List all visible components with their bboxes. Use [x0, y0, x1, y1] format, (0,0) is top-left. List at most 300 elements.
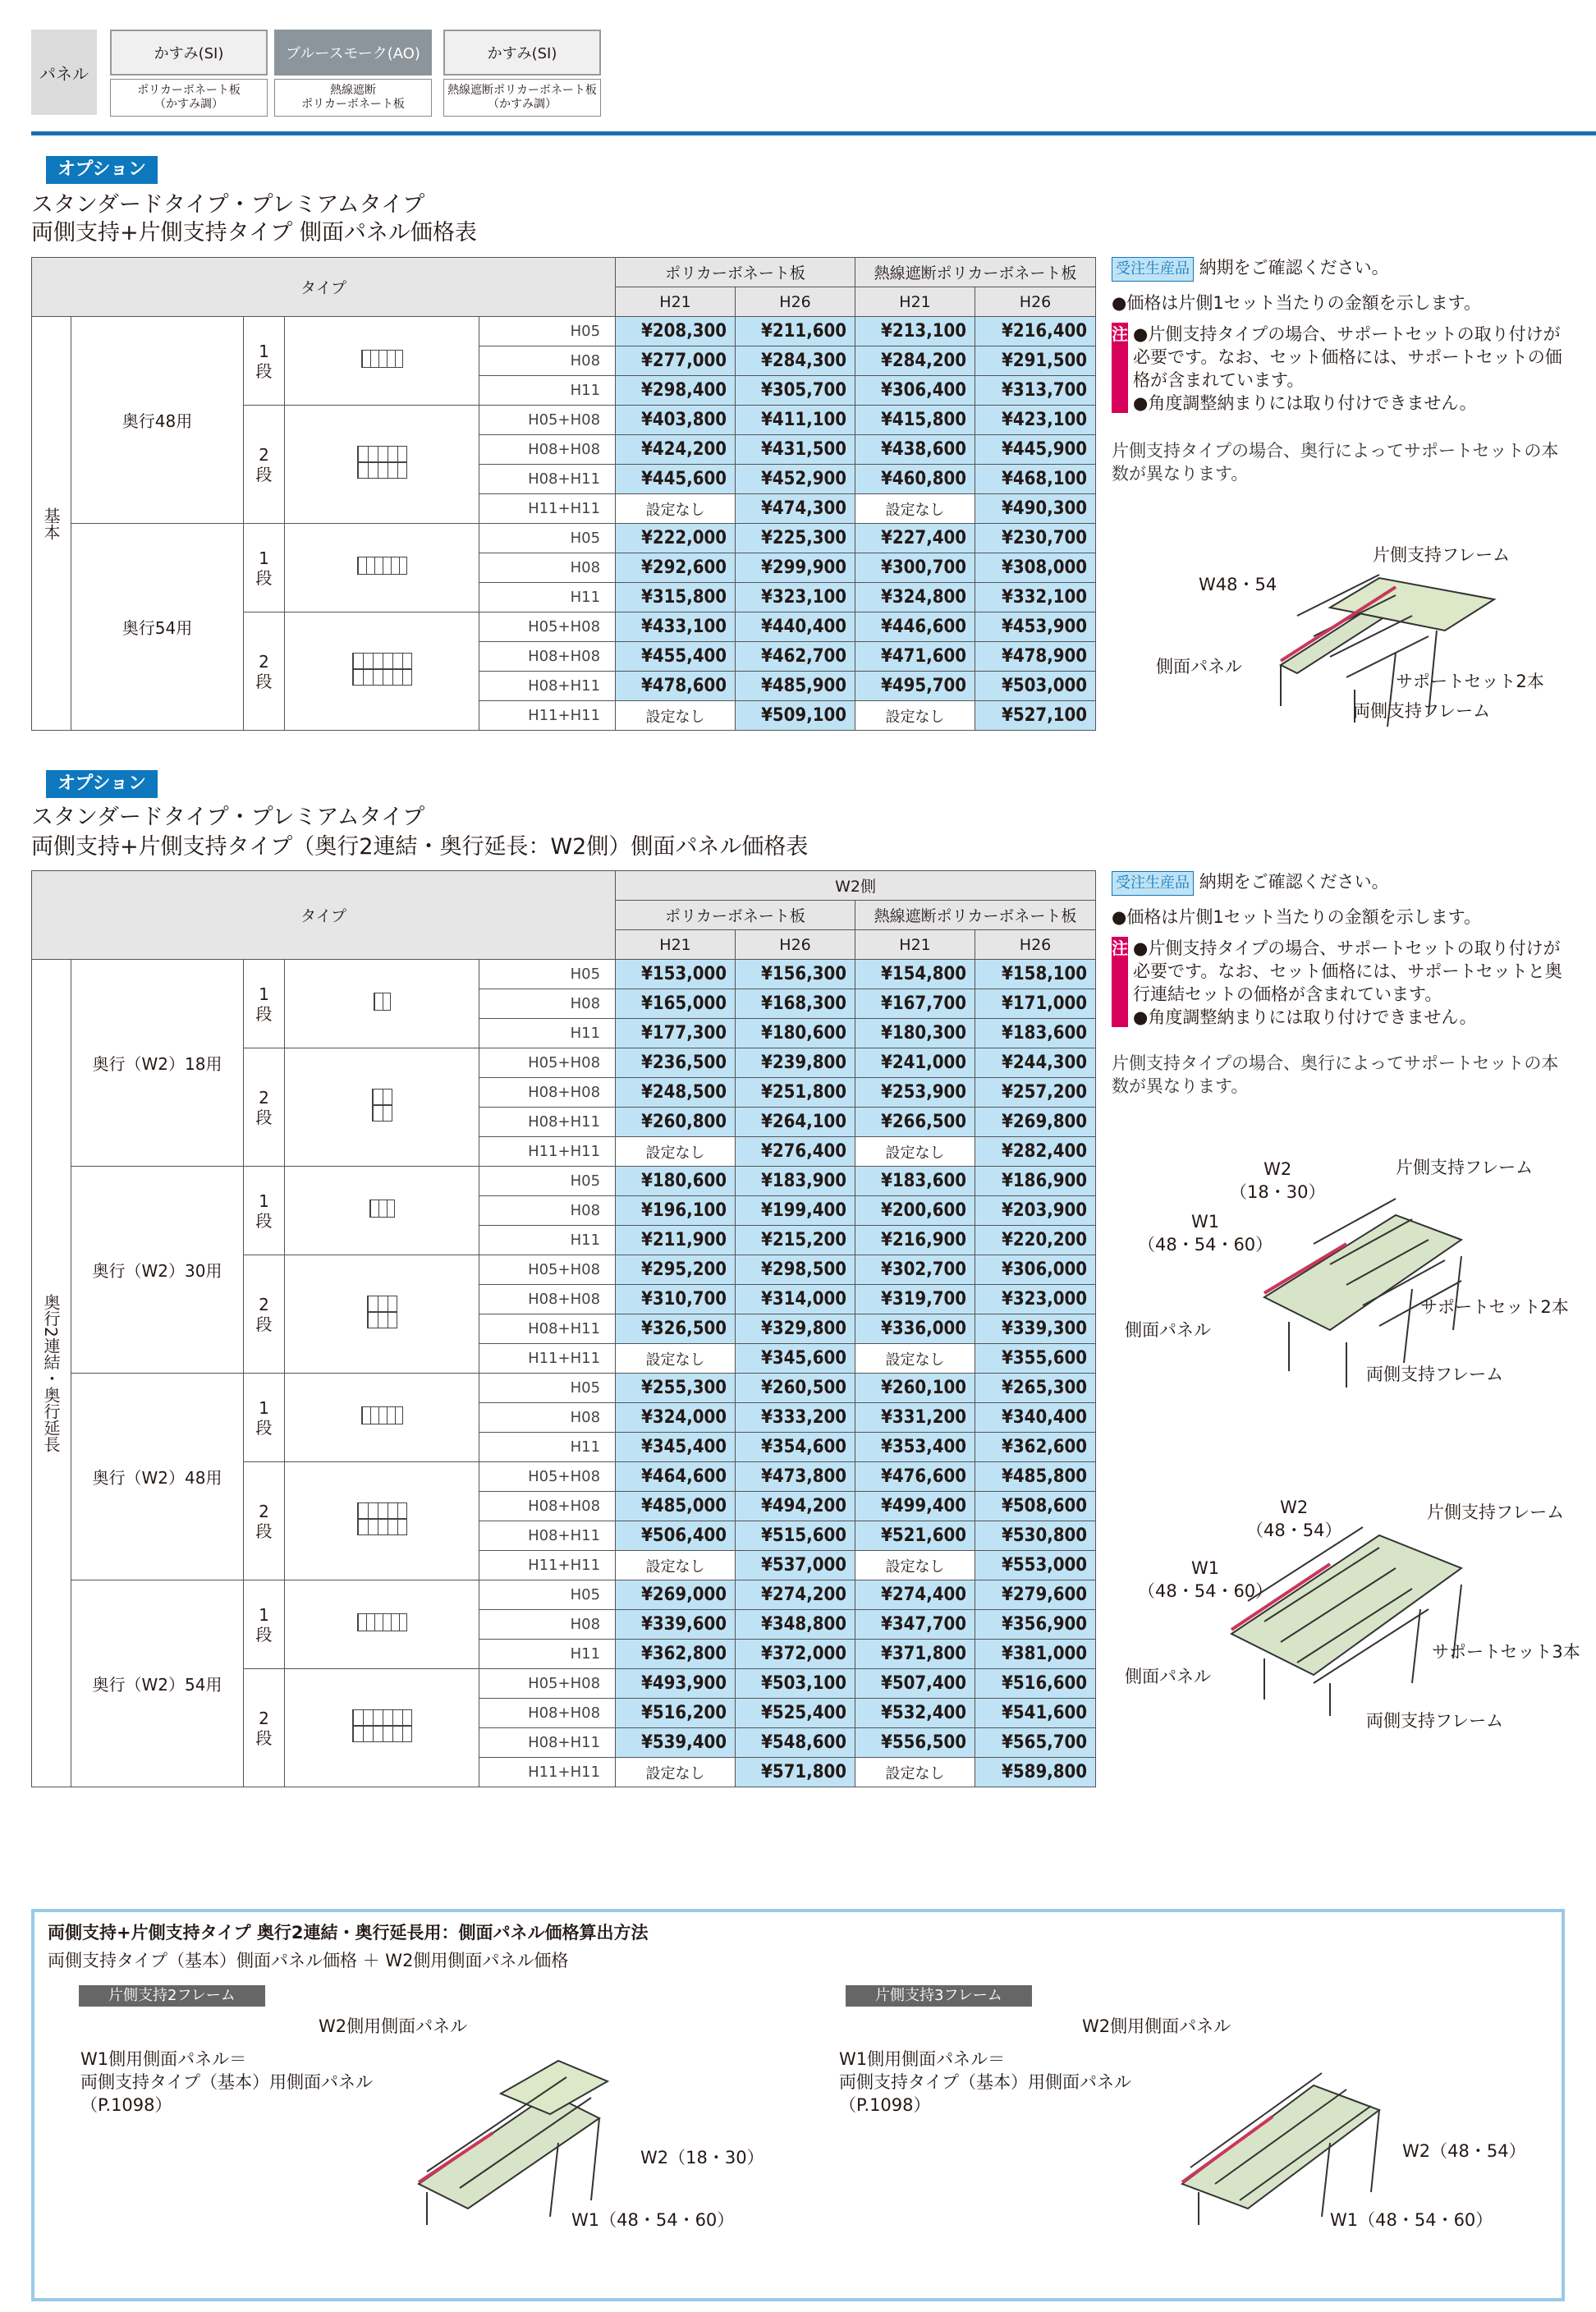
section-title: スタンダードタイプ・プレミアムタイプ: [31, 192, 425, 218]
price-cell: ¥532,400: [855, 1699, 975, 1728]
price-cell: ¥274,200: [736, 1580, 855, 1610]
panel-grid-icon: [367, 1296, 397, 1328]
price-cell: ¥371,800: [855, 1640, 975, 1669]
calc-formula: 両側支持タイプ（基本）側面パネル価格 ＋ W2側用側面パネル価格: [48, 1951, 569, 1970]
price-cell: ¥326,500: [616, 1314, 736, 1344]
price-cell: 設定なし: [855, 1551, 975, 1580]
price-cell: ¥530,800: [975, 1521, 1096, 1551]
carport-diagram-2: [1149, 1166, 1576, 1404]
note-text: ●片側支持タイプの場合、サポートセットの取り付けが必要です。なお、セット価格には、サポートセットと奥行連結セットの価格が含まれています。: [1133, 938, 1562, 1004]
height-cell: H08+H11: [479, 1314, 616, 1344]
note-text: 納期をご確認ください。: [1199, 258, 1389, 278]
price-cell: ¥507,400: [855, 1669, 975, 1699]
height-cell: H05: [479, 524, 616, 553]
height-cell: H11+H11: [479, 1551, 616, 1580]
height-cell: H05+H08: [479, 1255, 616, 1285]
panel-swatch: ブルースモーク(AO): [274, 30, 432, 76]
height-cell: H05: [479, 1167, 616, 1196]
price-cell: ¥468,100: [975, 465, 1096, 494]
price-cell: ¥213,100: [855, 317, 975, 346]
material-header: 熱線遮断ポリカーボネート板: [855, 258, 1096, 287]
tier-label: 1 段: [244, 524, 285, 612]
price-cell: ¥516,200: [616, 1699, 736, 1728]
price-cell: ¥354,600: [736, 1433, 855, 1462]
height-cell: H08+H08: [479, 642, 616, 672]
price-cell: 設定なし: [616, 1551, 736, 1580]
price-cell: ¥236,500: [616, 1048, 736, 1078]
depth-label: 奥行54用: [71, 524, 244, 731]
panel-grid-icon: [357, 1502, 407, 1535]
price-cell: ¥265,300: [975, 1374, 1096, 1403]
frame-bar: 片側支持2フレーム: [79, 1985, 265, 2007]
price-cell: ¥452,900: [736, 465, 855, 494]
price-cell: ¥332,100: [975, 583, 1096, 612]
height-cell: H08+H08: [479, 435, 616, 465]
price-cell: ¥509,100: [736, 701, 855, 731]
frame-bar: 片側支持3フレーム: [846, 1985, 1032, 2007]
price-cell: ¥515,600: [736, 1521, 855, 1551]
price-cell: ¥180,600: [616, 1167, 736, 1196]
height-cell: H11: [479, 1226, 616, 1255]
price-cell: ¥553,000: [975, 1551, 1096, 1580]
height-header: H21: [616, 287, 736, 317]
price-cell: ¥216,400: [975, 317, 1096, 346]
price-cell: ¥478,600: [616, 672, 736, 701]
height-header: H21: [855, 930, 975, 960]
price-cell: ¥279,600: [975, 1580, 1096, 1610]
w1-panel-label: 両側支持タイプ（基本）用側面パネル: [839, 2072, 1131, 2092]
section-subtitle: 両側支持+片側支持タイプ（奥行2連結・奥行延長：W2側）側面パネル価格表: [31, 834, 809, 860]
price-cell: ¥230,700: [975, 524, 1096, 553]
depth-label: 奥行48用: [71, 317, 244, 524]
panel-diagram: [285, 1580, 479, 1669]
height-cell: H11+H11: [479, 1137, 616, 1167]
price-cell: ¥292,600: [616, 553, 736, 583]
price-cell: ¥177,300: [616, 1019, 736, 1048]
type-header: タイプ: [32, 258, 616, 317]
frame-label: 片側支持フレーム: [1427, 1502, 1565, 1522]
price-cell: ¥324,000: [616, 1403, 736, 1433]
height-cell: H08+H08: [479, 1078, 616, 1108]
side-label: 奥行2連結・奥行延長: [32, 960, 71, 1787]
section-subtitle: 両側支持+片側支持タイプ 側面パネル価格表: [31, 220, 477, 245]
price-cell: ¥460,800: [855, 465, 975, 494]
price-cell: ¥494,200: [736, 1492, 855, 1521]
price-cell: ¥248,500: [616, 1078, 736, 1108]
note-text: 納期をご確認ください。: [1199, 872, 1389, 892]
price-cell: ¥241,000: [855, 1048, 975, 1078]
w2-panel-label: W2側用側面パネル: [319, 2016, 468, 2036]
page-ref: （P.1098）: [839, 2095, 931, 2115]
height-cell: H08: [479, 1610, 616, 1640]
height-cell: H05: [479, 960, 616, 989]
panel-swatch: かすみ(SI): [110, 30, 268, 76]
height-cell: H05+H08: [479, 1669, 616, 1699]
price-cell: ¥339,300: [975, 1314, 1096, 1344]
material-header: 熱線遮断ポリカーボネート板: [855, 901, 1096, 930]
depth-label: 奥行（W2）18用: [71, 960, 244, 1167]
price-cell: ¥211,600: [736, 317, 855, 346]
height-cell: H08: [479, 989, 616, 1019]
price-cell: ¥260,500: [736, 1374, 855, 1403]
frame-label: 片側支持フレーム: [1373, 545, 1511, 565]
material-header: ポリカーボネート板: [616, 901, 855, 930]
height-header: H21: [616, 930, 736, 960]
type-header: タイプ: [32, 871, 616, 960]
price-cell: ¥300,700: [855, 553, 975, 583]
price-cell: ¥411,100: [736, 406, 855, 435]
price-cell: 設定なし: [855, 1137, 975, 1167]
price-cell: ¥485,800: [975, 1462, 1096, 1492]
panel-grid-icon: [352, 1709, 412, 1742]
price-cell: 設定なし: [855, 1758, 975, 1787]
height-cell: H08+H11: [479, 1108, 616, 1137]
height-cell: H11: [479, 583, 616, 612]
panel-grid-icon: [372, 1089, 392, 1122]
price-cell: ¥239,800: [736, 1048, 855, 1078]
tier-label: 1 段: [244, 317, 285, 406]
support-label: サポートセット3本: [1432, 1642, 1580, 1662]
dim-w1: W1 （48・54・60）: [1138, 1212, 1273, 1255]
price-cell: ¥208,300: [616, 317, 736, 346]
price-cell: ¥266,500: [855, 1108, 975, 1137]
price-cell: ¥345,400: [616, 1433, 736, 1462]
material-header: ポリカーボネート板: [616, 258, 855, 287]
table-row: [32, 524, 1096, 553]
price-cell: ¥255,300: [616, 1374, 736, 1403]
price-cell: 設定なし: [855, 1344, 975, 1374]
price-cell: ¥356,900: [975, 1610, 1096, 1640]
price-cell: ¥493,900: [616, 1669, 736, 1699]
price-cell: ¥260,100: [855, 1374, 975, 1403]
price-cell: ¥253,900: [855, 1078, 975, 1108]
note-text: 片側支持タイプの場合、奥行によってサポートセットの本数が異なります。: [1112, 1053, 1559, 1096]
price-cell: ¥158,100: [975, 960, 1096, 989]
price-cell: ¥244,300: [975, 1048, 1096, 1078]
table-row: [32, 1580, 1096, 1610]
price-cell: ¥503,000: [975, 672, 1096, 701]
panel-grid-icon: [369, 1200, 395, 1218]
price-cell: ¥503,100: [736, 1669, 855, 1699]
panel-diagram: [285, 1167, 479, 1255]
price-cell: ¥478,900: [975, 642, 1096, 672]
height-cell: H05: [479, 1374, 616, 1403]
support-label: サポートセット2本: [1396, 672, 1544, 691]
price-cell: ¥485,900: [736, 672, 855, 701]
dim-w2: W2（18・30）: [640, 2148, 764, 2168]
price-cell: ¥362,600: [975, 1433, 1096, 1462]
price-cell: ¥220,200: [975, 1226, 1096, 1255]
side-label: 基本: [32, 317, 71, 731]
panel-diagram: [285, 406, 479, 524]
price-cell: ¥541,600: [975, 1699, 1096, 1728]
tier-label: 2 段: [244, 1255, 285, 1374]
price-cell: ¥556,500: [855, 1728, 975, 1758]
price-cell: ¥565,700: [975, 1728, 1096, 1758]
price-cell: ¥508,600: [975, 1492, 1096, 1521]
panel-grid-icon: [352, 653, 412, 686]
tier-label: 2 段: [244, 406, 285, 524]
price-cell: ¥516,600: [975, 1669, 1096, 1699]
table-row: [32, 1374, 1096, 1403]
price-cell: ¥305,700: [736, 376, 855, 406]
caution-mark: 注: [1112, 937, 1128, 1027]
support-label: サポートセット2本: [1420, 1297, 1569, 1317]
panel-diagram: [285, 1374, 479, 1462]
dim-w1: W1（48・54・60）: [1330, 2210, 1493, 2230]
carport-diagram-3: [1149, 1494, 1576, 1732]
panel-grid-icon: [361, 1406, 403, 1424]
price-cell: ¥282,400: [975, 1137, 1096, 1167]
price-cell: ¥165,000: [616, 989, 736, 1019]
price-cell: ¥403,800: [616, 406, 736, 435]
height-cell: H05: [479, 317, 616, 346]
price-cell: ¥299,900: [736, 553, 855, 583]
price-cell: ¥347,700: [855, 1610, 975, 1640]
price-cell: ¥424,200: [616, 435, 736, 465]
price-cell: ¥269,000: [616, 1580, 736, 1610]
tier-label: 1 段: [244, 960, 285, 1048]
height-header: H26: [736, 930, 855, 960]
price-cell: ¥485,000: [616, 1492, 736, 1521]
price-cell: ¥196,100: [616, 1196, 736, 1226]
price-cell: 設定なし: [616, 1137, 736, 1167]
price-cell: ¥490,300: [975, 494, 1096, 524]
table-row: [32, 317, 1096, 346]
price-cell: ¥186,900: [975, 1167, 1096, 1196]
w1-panel-label: W1側用側面パネル＝: [80, 2049, 247, 2069]
w2-panel-label: W2側用側面パネル: [1082, 2016, 1231, 2036]
price-cell: ¥308,000: [975, 553, 1096, 583]
option-badge: オプション: [46, 156, 158, 184]
price-cell: ¥525,400: [736, 1699, 855, 1728]
w1-panel-label: W1側用側面パネル＝: [839, 2049, 1006, 2069]
height-cell: H08+H08: [479, 1285, 616, 1314]
frame-label: 両側支持フレーム: [1366, 1365, 1504, 1384]
panel-diagram: [285, 524, 479, 612]
price-cell: ¥445,600: [616, 465, 736, 494]
height-cell: H08: [479, 1403, 616, 1433]
calc-diagram-left: [394, 2036, 755, 2225]
price-cell: ¥284,300: [736, 346, 855, 376]
tier-label: 1 段: [244, 1580, 285, 1669]
price-cell: 設定なし: [616, 701, 736, 731]
depth-label: 奥行（W2）48用: [71, 1374, 244, 1580]
price-cell: ¥331,200: [855, 1403, 975, 1433]
price-cell: ¥306,000: [975, 1255, 1096, 1285]
price-cell: 設定なし: [855, 494, 975, 524]
price-cell: ¥446,600: [855, 612, 975, 642]
tier-label: 1 段: [244, 1167, 285, 1255]
height-header: H26: [975, 287, 1096, 317]
price-cell: ¥324,800: [855, 583, 975, 612]
note-text: ●角度調整納まりには取り付けできません。: [1133, 1007, 1477, 1027]
price-cell: ¥539,400: [616, 1728, 736, 1758]
price-cell: ¥310,700: [616, 1285, 736, 1314]
dim-w2: W2（48・54）: [1402, 2141, 1526, 2161]
price-cell: ¥445,900: [975, 435, 1096, 465]
price-cell: 設定なし: [855, 701, 975, 731]
panel-diagram: [285, 317, 479, 406]
price-cell: ¥323,000: [975, 1285, 1096, 1314]
height-cell: H08+H11: [479, 1728, 616, 1758]
price-cell: ¥323,100: [736, 583, 855, 612]
panel-diagram: [285, 1462, 479, 1580]
height-cell: H05: [479, 1580, 616, 1610]
price-cell: ¥455,400: [616, 642, 736, 672]
price-cell: ¥168,300: [736, 989, 855, 1019]
price-cell: ¥589,800: [975, 1758, 1096, 1787]
divider: [31, 131, 1596, 135]
dim-w2: W2 （48・54）: [1246, 1498, 1342, 1540]
price-cell: ¥171,000: [975, 989, 1096, 1019]
panel-grid-icon: [357, 1613, 407, 1631]
price-cell: ¥167,700: [855, 989, 975, 1019]
price-cell: ¥372,000: [736, 1640, 855, 1669]
dim-w: W48・54: [1199, 575, 1277, 594]
price-cell: ¥298,500: [736, 1255, 855, 1285]
panel-col-1: [110, 30, 268, 117]
price-cell: ¥298,400: [616, 376, 736, 406]
price-cell: ¥274,400: [855, 1580, 975, 1610]
panel-grid-icon: [374, 993, 391, 1011]
price-cell: ¥200,600: [855, 1196, 975, 1226]
height-header: H26: [736, 287, 855, 317]
table-row: [32, 1167, 1096, 1196]
height-cell: H11: [479, 1019, 616, 1048]
height-cell: H11+H11: [479, 1344, 616, 1374]
price-cell: ¥227,400: [855, 524, 975, 553]
height-cell: H08+H11: [479, 672, 616, 701]
price-cell: ¥199,400: [736, 1196, 855, 1226]
frame-label: 両側支持フレーム: [1366, 1711, 1504, 1731]
panel-label: 側面パネル: [1125, 1667, 1211, 1686]
tier-label: 2 段: [244, 1669, 285, 1787]
height-cell: H11+H11: [479, 701, 616, 731]
height-cell: H11: [479, 1640, 616, 1669]
price-cell: ¥251,800: [736, 1078, 855, 1108]
price-cell: ¥257,200: [975, 1078, 1096, 1108]
note-text: ●角度調整納まりには取り付けできません。: [1133, 393, 1477, 413]
dim-w2: W2 （18・30）: [1230, 1159, 1326, 1202]
price-cell: ¥537,000: [736, 1551, 855, 1580]
price-cell: ¥339,600: [616, 1610, 736, 1640]
w2-header: W2側: [616, 871, 1096, 901]
price-cell: ¥464,600: [616, 1462, 736, 1492]
height-cell: H11+H11: [479, 494, 616, 524]
price-cell: ¥153,000: [616, 960, 736, 989]
note-text: ●価格は片側1セット当たりの金額を示します。: [1112, 293, 1482, 313]
price-cell: ¥222,000: [616, 524, 736, 553]
price-cell: ¥473,800: [736, 1462, 855, 1492]
price-cell: 設定なし: [616, 494, 736, 524]
height-header: H26: [975, 930, 1096, 960]
price-cell: ¥302,700: [855, 1255, 975, 1285]
price-cell: 設定なし: [616, 1758, 736, 1787]
height-header: H21: [855, 287, 975, 317]
price-cell: ¥462,700: [736, 642, 855, 672]
height-cell: H08: [479, 346, 616, 376]
section-title: スタンダードタイプ・プレミアムタイプ: [31, 805, 425, 830]
price-cell: ¥506,400: [616, 1521, 736, 1551]
price-cell: ¥333,200: [736, 1403, 855, 1433]
price-cell: ¥431,500: [736, 435, 855, 465]
price-cell: ¥264,100: [736, 1108, 855, 1137]
height-cell: H08+H11: [479, 465, 616, 494]
price-table-2: [31, 870, 1096, 1787]
panel-col-2: [274, 30, 432, 117]
price-cell: ¥315,800: [616, 583, 736, 612]
price-cell: ¥183,600: [975, 1019, 1096, 1048]
panel-caption: 熱線遮断 ポリカーボネート板: [274, 79, 432, 117]
panel-diagram: [285, 612, 479, 731]
price-cell: ¥499,400: [855, 1492, 975, 1521]
price-cell: ¥225,300: [736, 524, 855, 553]
height-cell: H11+H11: [479, 1758, 616, 1787]
height-cell: H11: [479, 376, 616, 406]
panel-label: 側面パネル: [1125, 1320, 1211, 1340]
height-cell: H05+H08: [479, 406, 616, 435]
frame-label: 片側支持フレーム: [1396, 1158, 1534, 1177]
tier-label: 2 段: [244, 612, 285, 731]
calc-title: 両側支持+片側支持タイプ 奥行2連結・奥行延長用：側面パネル価格算出方法: [48, 1923, 649, 1943]
price-cell: ¥154,800: [855, 960, 975, 989]
panel-col-3: [443, 30, 601, 117]
height-cell: H05+H08: [479, 1048, 616, 1078]
price-cell: ¥291,500: [975, 346, 1096, 376]
price-cell: ¥474,300: [736, 494, 855, 524]
made-to-order-badge: 受注生産品: [1112, 871, 1194, 896]
note-text: ●片側支持タイプの場合、サポートセットの取り付けが必要です。なお、セット価格には、サポートセットの価格が含まれています。: [1133, 324, 1562, 390]
price-cell: ¥295,200: [616, 1255, 736, 1285]
height-cell: H08+H11: [479, 1521, 616, 1551]
price-cell: ¥415,800: [855, 406, 975, 435]
price-cell: ¥476,600: [855, 1462, 975, 1492]
panel-diagram: [285, 960, 479, 1048]
price-cell: 設定なし: [616, 1344, 736, 1374]
height-cell: H08+H08: [479, 1699, 616, 1728]
table-row: [32, 960, 1096, 989]
price-cell: ¥260,800: [616, 1108, 736, 1137]
height-cell: H08: [479, 1196, 616, 1226]
price-cell: ¥180,300: [855, 1019, 975, 1048]
price-cell: ¥340,400: [975, 1403, 1096, 1433]
tier-label: 1 段: [244, 1374, 285, 1462]
panel-grid-icon: [361, 350, 403, 368]
price-cell: ¥423,100: [975, 406, 1096, 435]
price-cell: ¥433,100: [616, 612, 736, 642]
price-cell: ¥216,900: [855, 1226, 975, 1255]
price-cell: ¥440,400: [736, 612, 855, 642]
tier-label: 2 段: [244, 1462, 285, 1580]
price-table-1: [31, 257, 1096, 731]
panel-caption: ポリカーボネート板 （かすみ調）: [110, 79, 268, 117]
price-cell: ¥284,200: [855, 346, 975, 376]
price-cell: ¥521,600: [855, 1521, 975, 1551]
price-cell: ¥345,600: [736, 1344, 855, 1374]
price-cell: ¥319,700: [855, 1285, 975, 1314]
price-cell: ¥329,800: [736, 1314, 855, 1344]
price-cell: ¥306,400: [855, 376, 975, 406]
page-ref: （P.1098）: [80, 2095, 172, 2115]
height-cell: H08: [479, 553, 616, 583]
price-cell: ¥183,600: [855, 1167, 975, 1196]
frame-label: 両側支持フレーム: [1353, 701, 1491, 721]
height-cell: H05+H08: [479, 1462, 616, 1492]
price-cell: ¥211,900: [616, 1226, 736, 1255]
price-cell: ¥277,000: [616, 346, 736, 376]
price-cell: ¥453,900: [975, 612, 1096, 642]
